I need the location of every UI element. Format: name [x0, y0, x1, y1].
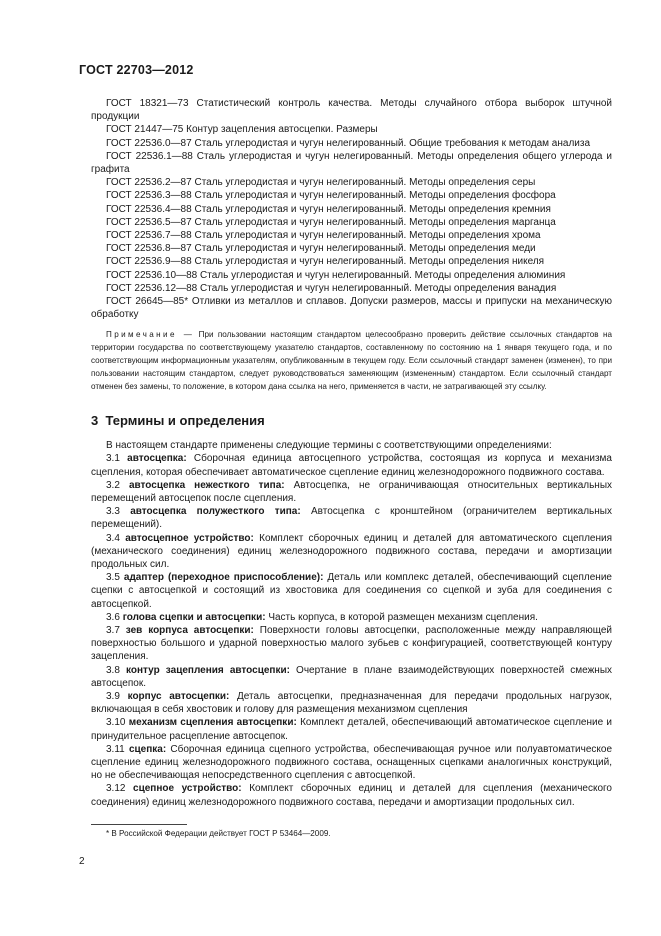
reference-title: Сталь углеродистая и чугун нелегированный. Методы определения фосфора [194, 190, 556, 202]
reference-item [91, 137, 612, 150]
term-name: корпус автосцепки: [127, 691, 230, 703]
term-text: Автосцепка, не ограничивающая относительных вертикальных перемещений автосцепок после сцепления. [91, 479, 613, 504]
footnote: * В Российской Федерации действует ГОСТ Р 53464—2009. [106, 829, 331, 838]
reference-item [91, 203, 612, 216]
reference-title: Статистический контроль качества. Методы случайного отбора выборок штучной продукции [91, 98, 612, 123]
term-number: 3.8 [106, 664, 120, 676]
term-text: Автосцепка с кронштейном (ограничителем вертикальных перемещений). [91, 506, 612, 531]
reference-item [91, 176, 612, 189]
document-header: ГОСТ 22703—2012 [79, 63, 194, 77]
term-definition [91, 505, 612, 531]
term-text: Комплект сборочных единиц и деталей для автоматического сцепления (механического соединения) единиц железнодорожного подвижного состава, передачи и амортизации продольных сил. [91, 532, 613, 571]
reference-title: Контур зацепления автосцепки. Размеры [186, 124, 378, 136]
term-name: автосцепное устройство: [125, 532, 254, 544]
reference-code: ГОСТ 22536.12—88 [106, 282, 198, 294]
reference-code: ГОСТ 22536.9—88 [106, 256, 192, 268]
term-text: Сборочная единица сцепного устройства, обеспечивающая ручное или полуавтоматическое сцепление единиц железнодорожного подвижного состава, оснащенных сцепками аналогичных конструкций, но не обеспечивающая непосредственного сцепления с автосцепкой. [91, 743, 613, 782]
term-name: голова сцепки и автосцепки: [122, 611, 266, 623]
term-name: сцепка: [128, 743, 167, 755]
reference-title: Сталь углеродистая и чугун нелегированный. Методы определения общего углерода и графита [91, 150, 612, 176]
reference-code: ГОСТ 18321—73 [106, 98, 189, 109]
term-definition [91, 479, 612, 505]
term-number: 3.5 [106, 572, 120, 584]
term-definition [91, 690, 612, 716]
term-definition [91, 452, 612, 478]
reference-code: ГОСТ 21447—75 [106, 124, 184, 136]
term-number: 3.6 [106, 611, 120, 623]
term-definition [91, 571, 612, 611]
note-text: При пользовании настоящим стандартом целесообразно проверить действие ссылочных стандартов на территории государства по соответствующему указателю стандартов, составленному по состоянию на 1 января текущего года, и по соответствующим информационным указателям, опубликованным в текущем году. Если ссылочный стандарт заменен (изменен), то при пользовании настоящим стандартом, следует руководствоваться заменяющим (измененным) стандартом. Если ссылочный стандарт отменен без замены, то положение, в котором дана ссылка на него, применяется в части, не затрагивающей эту ссылку. [91, 330, 612, 392]
reference-item [91, 242, 612, 255]
term-number: 3.3 [106, 506, 120, 518]
reference-item [91, 150, 612, 176]
term-text: Деталь или комплекс деталей, обеспечивающий сцепление сцепки с автосцепкой и состоящий из хвостовика для соединения со сцепкой и зуба для соединения с автосцепкой. [91, 572, 612, 610]
term-number: 3.11 [106, 743, 125, 755]
note-paragraph [91, 329, 612, 394]
section-heading [91, 414, 612, 427]
reference-title: Сталь углеродистая и чугун нелегированный. Методы определения серы [194, 177, 536, 189]
reference-code: ГОСТ 22536.10—88 [106, 269, 198, 281]
reference-code: ГОСТ 22536.2—87 [106, 177, 192, 189]
term-number: 3.4 [106, 532, 120, 544]
term-definition [91, 664, 612, 690]
reference-item [91, 97, 612, 123]
term-number: 3.1 [106, 453, 120, 465]
term-text: Очертание в плане взаимодействующих поверхностей смежных автосцепок. [91, 664, 613, 689]
reference-title: Отливки из металлов и сплавов. Допуски размеров, массы и припуски на механическую обработку [91, 296, 612, 321]
footnote-rule [91, 824, 187, 825]
terms-list [91, 452, 612, 808]
term-definition [91, 532, 612, 572]
term-name: автосцепка: [127, 453, 187, 465]
term-number: 3.12 [106, 783, 126, 795]
term-definition [91, 611, 612, 624]
reference-title: Сталь углеродистая и чугун нелегированный. Общие требования к методам анализа [194, 137, 591, 149]
term-name: механизм сцепления автосцепки: [128, 717, 297, 729]
term-definition [91, 782, 612, 808]
reference-code: ГОСТ 22536.5—87 [106, 216, 192, 228]
reference-item [91, 216, 612, 229]
reference-item [91, 123, 612, 136]
term-name: зев корпуса автосцепки: [125, 625, 254, 637]
reference-code: ГОСТ 22536.7—88 [106, 230, 192, 242]
term-name: контур зацепления автосцепки: [126, 664, 290, 676]
term-number: 3.7 [106, 625, 120, 637]
note-label: Примечание — [106, 330, 195, 340]
reference-title: Сталь углеродистая и чугун нелегированный. Методы определения марганца [194, 216, 556, 228]
reference-title: Сталь углеродистая и чугун нелегированный. Методы определения меди [194, 243, 536, 255]
reference-item [91, 189, 612, 202]
reference-code: ГОСТ 26645—85* [106, 296, 189, 308]
term-text: Деталь автосцепки, предназначенная для передачи продольных нагрузок, включающая в себя хвостовик и голову для размещения механизмом сцепления [91, 691, 613, 716]
normative-references-list [91, 97, 612, 321]
reference-item [91, 255, 612, 268]
term-name: автосцепка полужесткого типа: [130, 506, 301, 518]
reference-title: Сталь углеродистая и чугун нелегированный. Методы определения алюминия [200, 269, 566, 281]
reference-title: Сталь углеродистая и чугун нелегированный. Методы определения кремния [194, 203, 551, 215]
term-definition [91, 624, 612, 664]
reference-code: ГОСТ 22536.4—88 [106, 203, 192, 215]
reference-item [91, 229, 612, 242]
term-text: Часть корпуса, в которой размещен механизм сцепления. [268, 611, 538, 623]
term-definition [91, 716, 612, 742]
term-text: Сборочная единица автосцепного устройства, состоящая из корпуса и механизма сцепления, которая обеспечивает автоматическое сцепление единиц железнодорожного подвижного состава. [91, 453, 612, 478]
page-number: 2 [79, 856, 85, 867]
section-title: Термины и определения [105, 412, 265, 428]
reference-title: Сталь углеродистая и чугун нелегированный. Методы определения хрома [194, 230, 541, 242]
section-number: 3 [91, 412, 99, 428]
reference-code: ГОСТ 22536.1—88 [106, 150, 193, 162]
term-definition [91, 743, 612, 783]
term-name: автосцепка нежесткого типа: [128, 479, 285, 491]
reference-code: ГОСТ 22536.8—87 [106, 243, 192, 255]
term-text: Комплект сборочных единиц и деталей для сцепления (механического соединения) единиц железнодорожного подвижного состава, передачи и амортизации продольных сил. [91, 783, 612, 808]
reference-title: Сталь углеродистая и чугун нелегированный. Методы определения никеля [194, 256, 545, 268]
reference-item [91, 269, 612, 282]
reference-title: Сталь углеродистая и чугун нелегированный. Методы определения ванадия [200, 282, 557, 294]
term-number: 3.2 [106, 479, 120, 491]
reference-item [91, 282, 612, 295]
term-text: Комплект деталей, обеспечивающий автоматическое сцепление и принудительное расцепление автосцепок. [91, 717, 612, 742]
term-name: сцепное устройство: [133, 783, 242, 795]
term-text: Поверхности головы автосцепки, расположенные между направляющей поверхностью большого и ударной поверхностью малого зубьев с конфигурацией, соответствующей контуру зацепления. [91, 625, 612, 663]
term-name: адаптер (переходное приспособление): [123, 572, 324, 584]
reference-code: ГОСТ 22536.0—87 [106, 137, 192, 149]
reference-code: ГОСТ 22536.3—88 [106, 190, 192, 202]
terms-intro: В настоящем стандарте применены следующие термины с соответствующими определениями: [106, 440, 552, 452]
term-number: 3.10 [106, 717, 126, 729]
reference-item [91, 295, 612, 321]
term-number: 3.9 [106, 691, 120, 703]
document-body [91, 97, 612, 809]
